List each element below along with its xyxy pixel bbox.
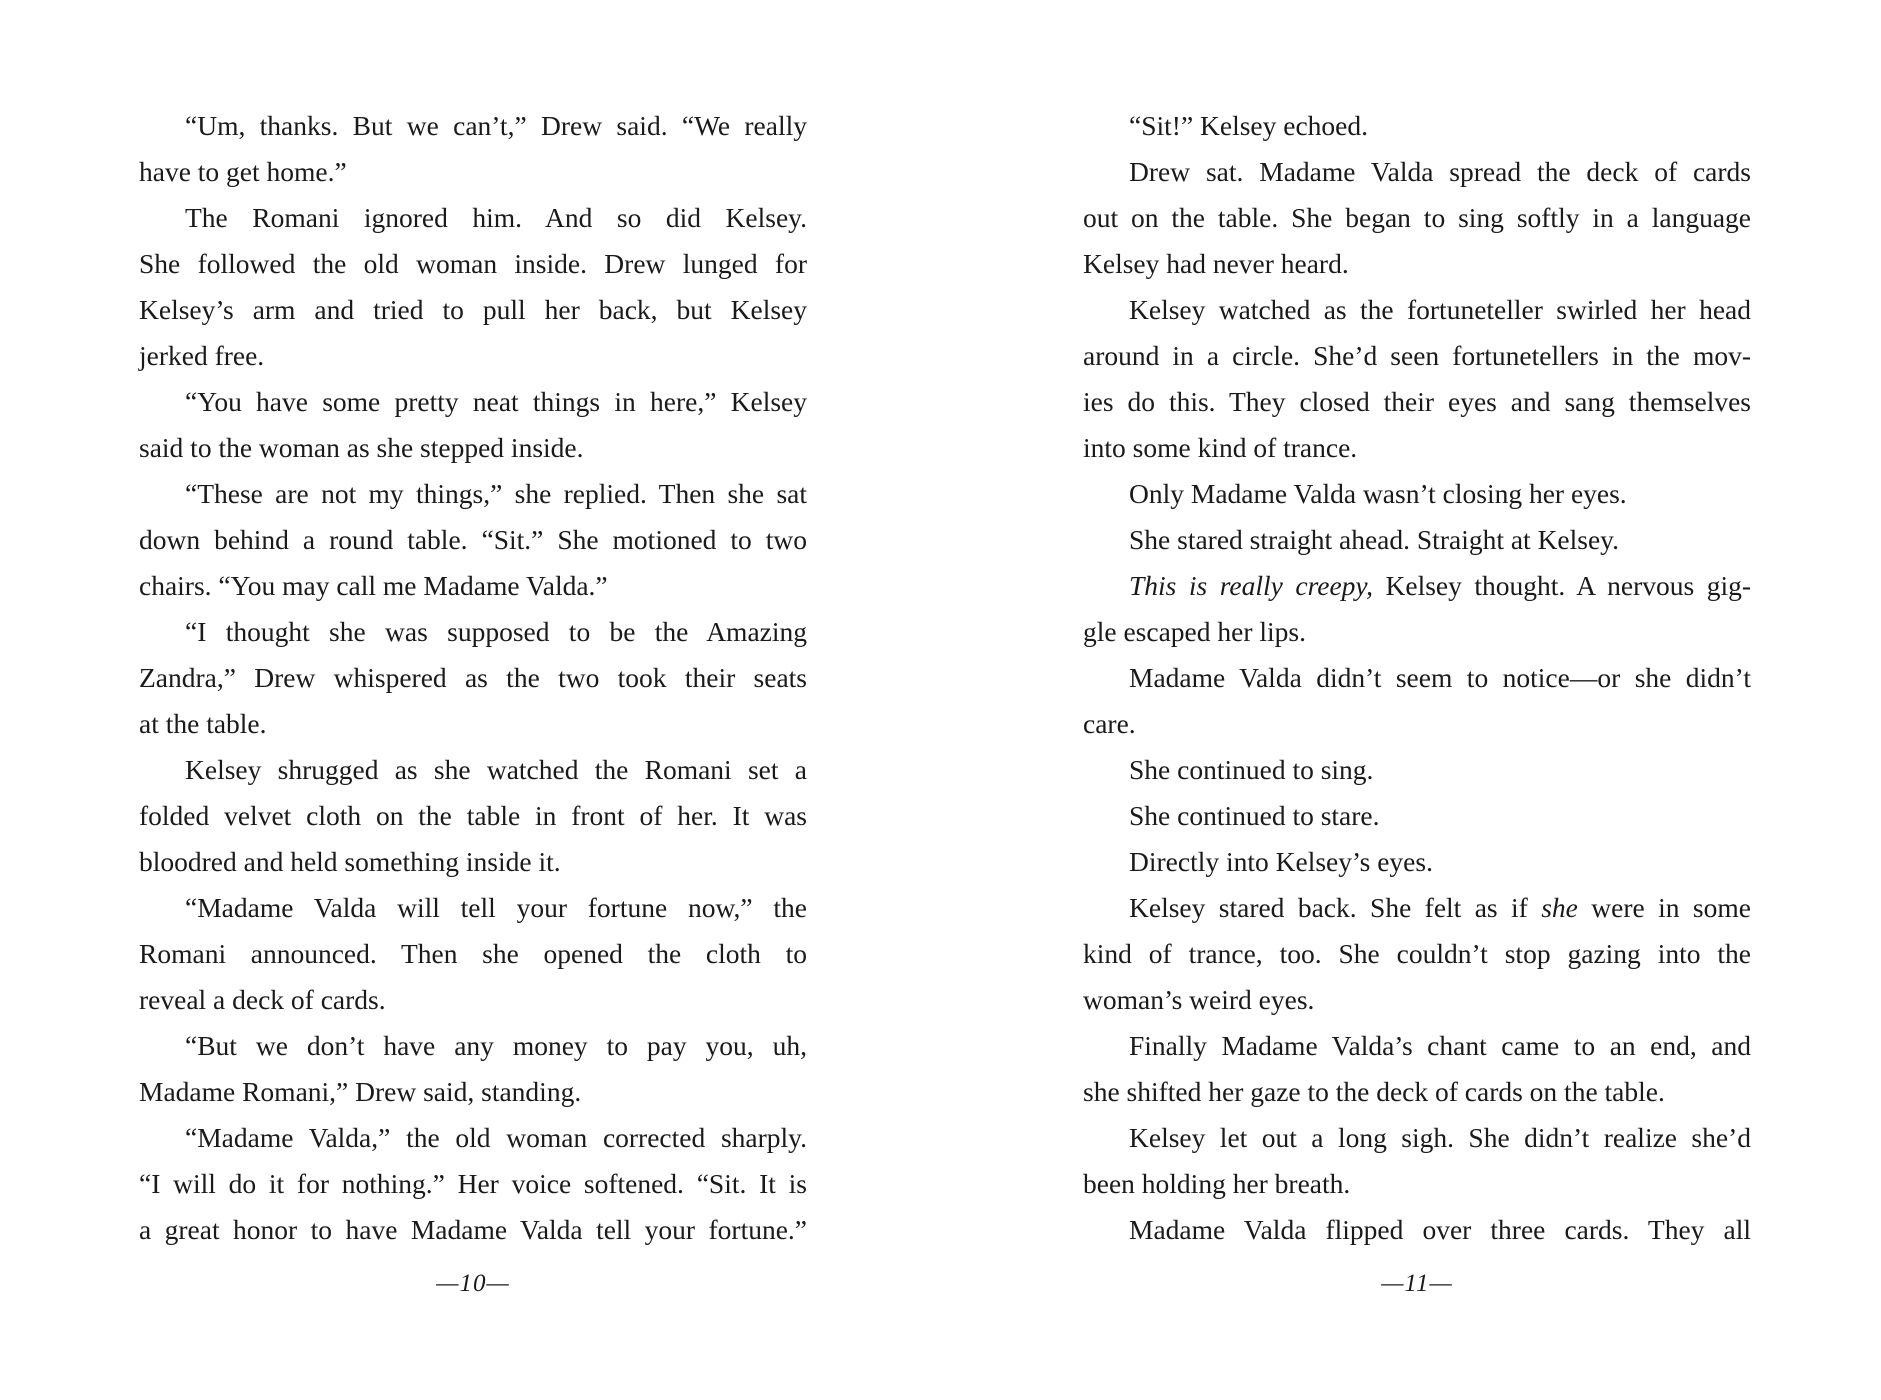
right-page-text bbox=[1083, 103, 1751, 1253]
text-line: Directly into Kelsey’s eyes. bbox=[1129, 846, 1433, 877]
text-line: chairs. “You may call me Madame Valda.” bbox=[139, 570, 608, 601]
text-line: Only Madame Valda wasn’t closing her eyes. bbox=[1129, 478, 1627, 509]
text-line: Drew sat. Madame Valda spread the deck of cards bbox=[1129, 156, 1751, 187]
text-line: Kelsey shrugged as she watched the Romani set a bbox=[185, 754, 807, 785]
text-line: down behind a round table. “Sit.” She motioned to two bbox=[139, 524, 807, 555]
text-line: woman’s weird eyes. bbox=[1083, 984, 1315, 1015]
text-line: “But we don’t have any money to pay you, uh, bbox=[185, 1030, 807, 1061]
text-line: reveal a deck of cards. bbox=[139, 984, 386, 1015]
text-line bbox=[1083, 885, 1751, 931]
text-line: “These are not my things,” she replied. Then she sat bbox=[185, 478, 807, 509]
text-line: “Sit!” Kelsey echoed. bbox=[1129, 110, 1369, 141]
text-line: said to the woman as she stepped inside. bbox=[139, 432, 584, 463]
text-line: “Madame Valda will tell your fortune now,” the bbox=[185, 892, 807, 923]
text-line: kind of trance, too. She couldn’t stop gazing into the bbox=[1083, 938, 1751, 969]
text-line: Finally Madame Valda’s chant came to an end, and bbox=[1129, 1030, 1751, 1061]
text-line bbox=[1083, 563, 1751, 609]
left-page bbox=[139, 103, 807, 1253]
text-line: She continued to sing. bbox=[1129, 754, 1374, 785]
text-line: jerked free. bbox=[139, 340, 265, 371]
text-line: have to get home.” bbox=[139, 156, 347, 187]
text-line: Romani announced. Then she opened the cloth to bbox=[139, 938, 807, 969]
italic-text: This is really creepy, bbox=[1129, 570, 1373, 601]
text-line: folded velvet cloth on the table in front of her. It was bbox=[139, 800, 807, 831]
text-line: around in a circle. She’d seen fortunetellers in the mov- bbox=[1083, 340, 1751, 371]
right-page-number: —11— bbox=[1381, 1270, 1453, 1297]
text-line: Madame Valda didn’t seem to notice—or she didn’t bbox=[1129, 662, 1751, 693]
text-run: Kelsey stared back. She felt as if bbox=[1129, 892, 1542, 923]
text-line: Kelsey had never heard. bbox=[1083, 248, 1349, 279]
text-line: She followed the old woman inside. Drew lunged for bbox=[139, 248, 807, 279]
text-line: she shifted her gaze to the deck of cards on the table. bbox=[1083, 1076, 1665, 1107]
text-line: “Um, thanks. But we can’t,” Drew said. “We really bbox=[185, 110, 807, 141]
text-line: gle escaped her lips. bbox=[1083, 616, 1306, 647]
italic-text: she bbox=[1541, 892, 1578, 923]
text-line: “I will do it for nothing.” Her voice softened. “Sit. It is bbox=[139, 1168, 807, 1199]
text-line: Kelsey let out a long sigh. She didn’t realize she’d bbox=[1129, 1122, 1751, 1153]
text-line: Zandra,” Drew whispered as the two took their seats bbox=[139, 662, 807, 693]
text-line: The Romani ignored him. And so did Kelsey. bbox=[185, 202, 807, 233]
text-line: She stared straight ahead. Straight at Kelsey. bbox=[1129, 524, 1620, 555]
text-line: Kelsey watched as the fortuneteller swirled her head bbox=[1129, 294, 1751, 325]
text-run: were in some bbox=[1577, 892, 1751, 923]
text-line: “You have some pretty neat things in here,” Kelsey bbox=[185, 386, 807, 417]
text-line: bloodred and held something inside it. bbox=[139, 846, 561, 877]
text-line: Kelsey’s arm and tried to pull her back, but Kelsey bbox=[139, 294, 807, 325]
text-line: been holding her breath. bbox=[1083, 1168, 1351, 1199]
left-page-number: —10— bbox=[436, 1270, 510, 1297]
right-page bbox=[1083, 103, 1751, 1253]
text-run: Kelsey thought. A nervous gig- bbox=[1373, 570, 1751, 601]
text-line: into some kind of trance. bbox=[1083, 432, 1358, 463]
text-line: “Madame Valda,” the old woman corrected sharply. bbox=[185, 1122, 807, 1153]
text-line: a great honor to have Madame Valda tell your fortune.” bbox=[139, 1214, 807, 1245]
text-line: out on the table. She began to sing softly in a language bbox=[1083, 202, 1751, 233]
text-line: Madame Romani,” Drew said, standing. bbox=[139, 1076, 582, 1107]
text-line: at the table. bbox=[139, 708, 267, 739]
text-line: Madame Valda flipped over three cards. They all bbox=[1129, 1214, 1751, 1245]
text-line: ies do this. They closed their eyes and sang themselves bbox=[1083, 386, 1751, 417]
left-page-text bbox=[139, 103, 807, 1253]
text-line: care. bbox=[1083, 708, 1136, 739]
text-line: She continued to stare. bbox=[1129, 800, 1380, 831]
text-line: “I thought she was supposed to be the Amazing bbox=[185, 616, 807, 647]
